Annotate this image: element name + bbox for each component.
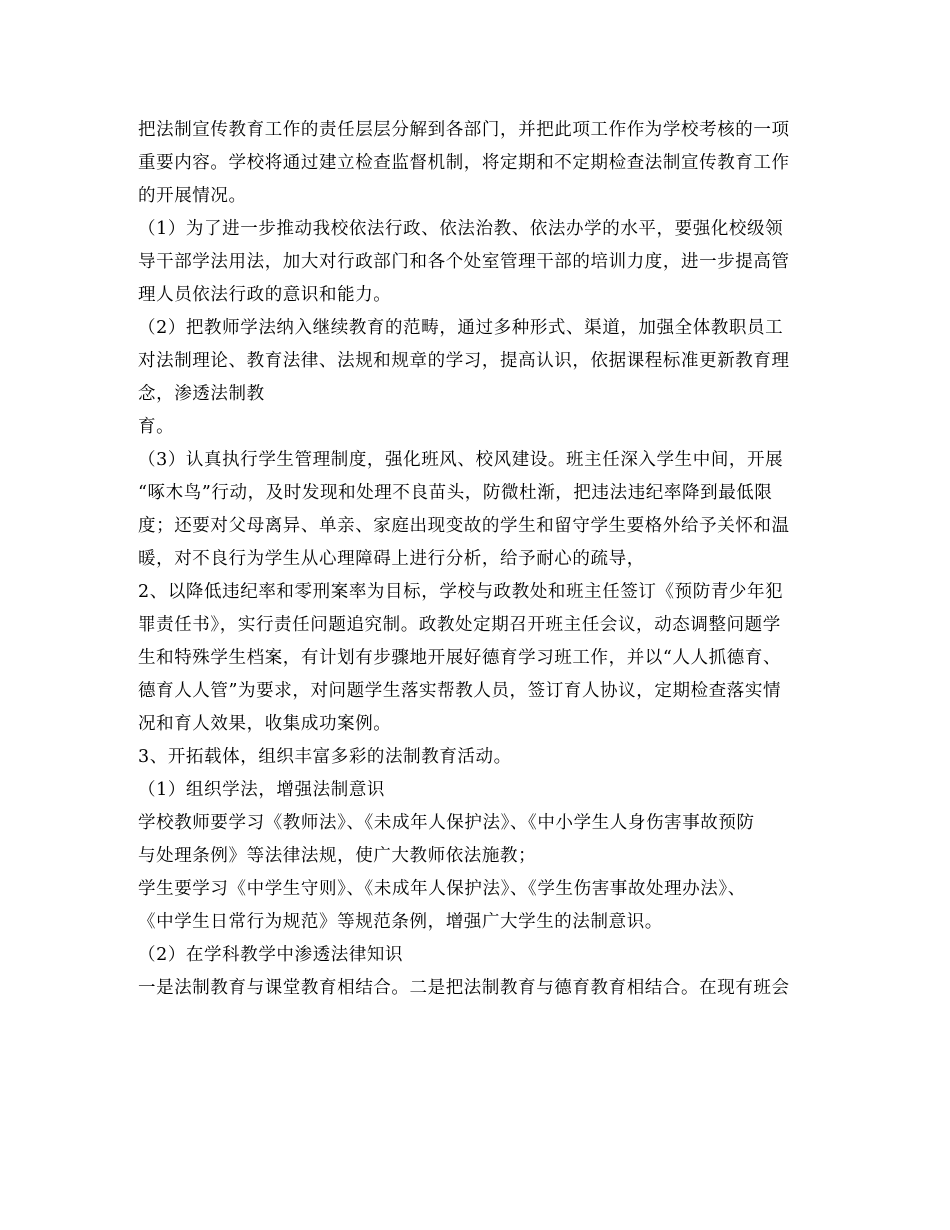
text-line: （1）为了进一步推动我校依法行政、依法治教、依法办学的水平，要强化校级领 [138,219,784,239]
text-line: 3、开拓载体，组织丰富多彩的法制教育活动。 [138,747,512,767]
text-line: 育。 [138,417,175,437]
text-line: “啄木鸟”行动，及时发现和处理不良苗头，防微杜渐，把违法违纪率降到最低限 [138,483,773,503]
text-line: 度；还要对父母离异、单亲、家庭出现变故的学生和留守学生要格外给予关怀和温 [138,516,790,536]
text-line: 把法制宣传教育工作的责任层层分解到各部门，并把此项工作作为学校考核的一项 [138,120,790,140]
text-line: 对法制理论、教育法律、法规和规章的学习，提高认识，依据课程标准更新教育理 [138,351,790,371]
text-line: 暖，对不良行为学生从心理障碍上进行分析，给予耐心的疏导， [138,549,645,569]
text-line: 导干部学法用法，加大对行政部门和各个处室管理干部的培训力度，进一步提高管 [138,252,790,272]
text-line: （1）组织学法，增强法制意识 [138,780,386,800]
document-page [138,114,814,1005]
text-line: 《中学生日常行为规范》等规范条例，增强广大学生的法制意识。 [138,912,663,932]
text-line: 学校教师要学习《教师法》、《未成年人保护法》、《中小学生人身伤害事故预防 [138,813,755,833]
text-line: 罪责任书》，实行责任问题追究制。政教处定期召开班主任会议，动态调整问题学 [138,615,781,635]
text-line: 学生要学习《中学生守则》、《未成年人保护法》、《学生伤害事故处理办法》、 [138,879,746,899]
text-line: 念，渗透法制教 [138,384,265,404]
text-line: 与处理条例》等法律法规，使广大教师依法施教； [138,846,537,866]
text-line: 一是法制教育与课堂教育相结合。二是把法制教育与德育教育相结合。在现有班会 [138,978,790,998]
text-line: 理人员依法行政的意识和能力。 [138,285,392,305]
text-line: 2、以降低违纪率和零刑案率为目标，学校与政教处和班主任签订《预防青少年犯 [138,582,784,602]
text-line: （3）认真执行学生管理制度，强化班风、校风建设。班主任深入学生中间，开展 [138,450,784,470]
text-line: 况和育人效果，收集成功案例。 [138,714,392,734]
text-line: 德育人人管”为要求，对问题学生落实帮教人员，签订育人协议，定期检查落实情 [138,681,782,701]
text-line: 的开展情况。 [138,186,247,206]
text-line: 重要内容。学校将通过建立检查监督机制，将定期和不定期检查法制宣传教育工作 [138,153,790,173]
text-line: （2）把教师学法纳入继续教育的范畴，通过多种形式、渠道，加强全体教职员工 [138,318,784,338]
text-line: 生和特殊学生档案，有计划有步骤地开展好德育学习班工作，并以“人人抓德育、 [138,648,782,668]
text-line: （2）在学科教学中渗透法律知识 [138,945,404,965]
